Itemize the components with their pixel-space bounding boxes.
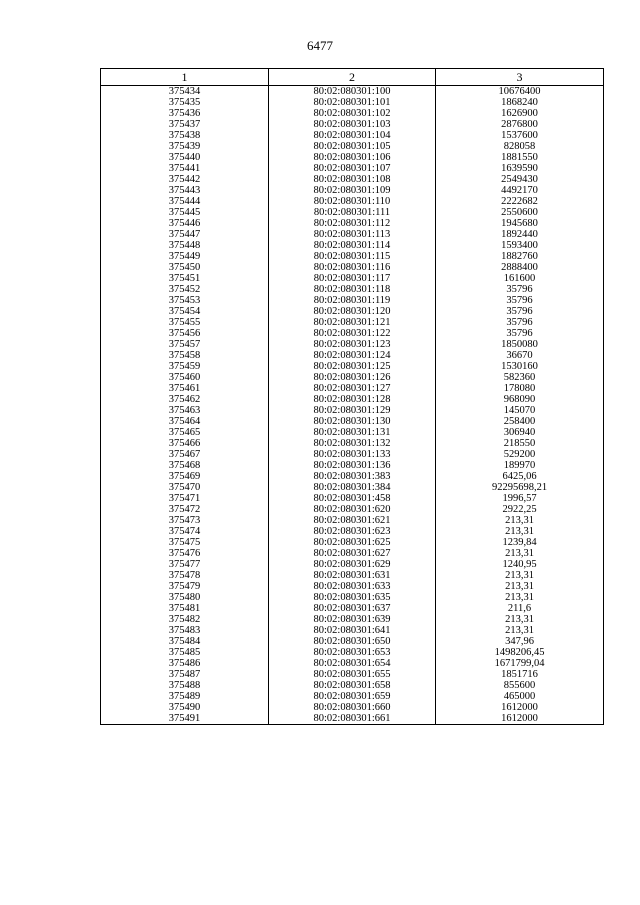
record-number-cell: 375482: [101, 614, 269, 625]
table-header: [101, 69, 604, 86]
cadastral-number-cell: 80:02:080301:629: [269, 559, 436, 570]
record-number-cell: 375467: [101, 449, 269, 460]
cadastral-number-cell: 80:02:080301:129: [269, 405, 436, 416]
value-cell: 529200: [436, 449, 604, 460]
record-number-cell: 375445: [101, 207, 269, 218]
table-row: [101, 141, 604, 152]
cadastral-number-cell: 80:02:080301:127: [269, 383, 436, 394]
value-cell: 10676400: [436, 86, 604, 98]
value-cell: 36670: [436, 350, 604, 361]
value-cell: 161600: [436, 273, 604, 284]
record-number-cell: 375489: [101, 691, 269, 702]
cadastral-number-cell: 80:02:080301:658: [269, 680, 436, 691]
record-number-cell: 375480: [101, 592, 269, 603]
value-cell: 1892440: [436, 229, 604, 240]
cadastral-number-cell: 80:02:080301:641: [269, 625, 436, 636]
cadastral-number-cell: 80:02:080301:625: [269, 537, 436, 548]
record-number-cell: 375473: [101, 515, 269, 526]
table-row: [101, 306, 604, 317]
cadastral-number-cell: 80:02:080301:633: [269, 581, 436, 592]
table-row: [101, 372, 604, 383]
cadastral-number-cell: 80:02:080301:631: [269, 570, 436, 581]
record-number-cell: 375484: [101, 636, 269, 647]
cadastral-number-cell: 80:02:080301:621: [269, 515, 436, 526]
value-cell: 189970: [436, 460, 604, 471]
table-row: [101, 647, 604, 658]
table-row: [101, 570, 604, 581]
value-cell: 582360: [436, 372, 604, 383]
header-row: [101, 69, 604, 86]
table-row: [101, 669, 604, 680]
record-number-cell: 375434: [101, 86, 269, 98]
cadastral-number-cell: 80:02:080301:124: [269, 350, 436, 361]
record-number-cell: 375474: [101, 526, 269, 537]
cadastral-number-cell: 80:02:080301:126: [269, 372, 436, 383]
cadastral-number-cell: 80:02:080301:107: [269, 163, 436, 174]
value-cell: 2888400: [436, 262, 604, 273]
table-row: [101, 460, 604, 471]
cadastral-number-cell: 80:02:080301:635: [269, 592, 436, 603]
record-number-cell: 375486: [101, 658, 269, 669]
table-row: [101, 207, 604, 218]
value-cell: 1882760: [436, 251, 604, 262]
table-row: [101, 273, 604, 284]
record-number-cell: 375456: [101, 328, 269, 339]
column-header-3: 3: [436, 69, 604, 86]
record-number-cell: 375438: [101, 130, 269, 141]
cadastral-number-cell: 80:02:080301:100: [269, 86, 436, 98]
cadastral-number-cell: 80:02:080301:659: [269, 691, 436, 702]
table-row: [101, 218, 604, 229]
table-row: [101, 691, 604, 702]
value-cell: 2876800: [436, 119, 604, 130]
record-number-cell: 375490: [101, 702, 269, 713]
record-number-cell: 375479: [101, 581, 269, 592]
cadastral-number-cell: 80:02:080301:639: [269, 614, 436, 625]
value-cell: 145070: [436, 405, 604, 416]
value-cell: 35796: [436, 284, 604, 295]
value-cell: 2922,25: [436, 504, 604, 515]
cadastral-number-cell: 80:02:080301:384: [269, 482, 436, 493]
cadastral-number-cell: 80:02:080301:122: [269, 328, 436, 339]
record-number-cell: 375471: [101, 493, 269, 504]
record-number-cell: 375468: [101, 460, 269, 471]
value-cell: 2550600: [436, 207, 604, 218]
record-number-cell: 375466: [101, 438, 269, 449]
record-number-cell: 375491: [101, 713, 269, 725]
value-cell: 1639590: [436, 163, 604, 174]
table-row: [101, 504, 604, 515]
cadastral-number-cell: 80:02:080301:627: [269, 548, 436, 559]
table-row: [101, 702, 604, 713]
record-number-cell: 375443: [101, 185, 269, 196]
cadastral-number-cell: 80:02:080301:104: [269, 130, 436, 141]
value-cell: 35796: [436, 306, 604, 317]
value-cell: 35796: [436, 295, 604, 306]
record-number-cell: 375462: [101, 394, 269, 405]
value-cell: 2222682: [436, 196, 604, 207]
value-cell: 178080: [436, 383, 604, 394]
value-cell: 213,31: [436, 581, 604, 592]
cadastral-number-cell: 80:02:080301:132: [269, 438, 436, 449]
record-number-cell: 375444: [101, 196, 269, 207]
table-row: [101, 284, 604, 295]
table-row: [101, 559, 604, 570]
cadastral-number-cell: 80:02:080301:106: [269, 152, 436, 163]
record-number-cell: 375478: [101, 570, 269, 581]
value-cell: 1612000: [436, 702, 604, 713]
record-number-cell: 375437: [101, 119, 269, 130]
table-row: [101, 262, 604, 273]
cadastral-number-cell: 80:02:080301:109: [269, 185, 436, 196]
value-cell: 1626900: [436, 108, 604, 119]
cadastral-number-cell: 80:02:080301:130: [269, 416, 436, 427]
table-row: [101, 526, 604, 537]
cadastral-number-cell: 80:02:080301:654: [269, 658, 436, 669]
table-row: [101, 581, 604, 592]
table-row: [101, 328, 604, 339]
table-row: [101, 680, 604, 691]
record-number-cell: 375446: [101, 218, 269, 229]
cadastral-number-cell: 80:02:080301:120: [269, 306, 436, 317]
value-cell: 1537600: [436, 130, 604, 141]
value-cell: 4492170: [436, 185, 604, 196]
table-row: [101, 350, 604, 361]
value-cell: 828058: [436, 141, 604, 152]
value-cell: 92295698,21: [436, 482, 604, 493]
cadastral-number-cell: 80:02:080301:105: [269, 141, 436, 152]
table-row: [101, 196, 604, 207]
cadastral-number-cell: 80:02:080301:133: [269, 449, 436, 460]
record-number-cell: 375476: [101, 548, 269, 559]
record-number-cell: 375454: [101, 306, 269, 317]
table-row: [101, 86, 604, 98]
value-cell: 347,96: [436, 636, 604, 647]
record-number-cell: 375475: [101, 537, 269, 548]
table-row: [101, 471, 604, 482]
record-number-cell: 375485: [101, 647, 269, 658]
cadastral-number-cell: 80:02:080301:103: [269, 119, 436, 130]
cadastral-number-cell: 80:02:080301:125: [269, 361, 436, 372]
cadastral-number-cell: 80:02:080301:131: [269, 427, 436, 438]
record-number-cell: 375464: [101, 416, 269, 427]
record-number-cell: 375460: [101, 372, 269, 383]
cadastral-number-cell: 80:02:080301:383: [269, 471, 436, 482]
table-row: [101, 240, 604, 251]
table-row: [101, 174, 604, 185]
cadastral-number-cell: 80:02:080301:117: [269, 273, 436, 284]
record-number-cell: 375440: [101, 152, 269, 163]
value-cell: 1498206,45: [436, 647, 604, 658]
value-cell: 213,31: [436, 614, 604, 625]
table-row: [101, 713, 604, 725]
value-cell: 258400: [436, 416, 604, 427]
cadastral-number-cell: 80:02:080301:660: [269, 702, 436, 713]
table-row: [101, 449, 604, 460]
record-number-cell: 375457: [101, 339, 269, 350]
cadastral-number-cell: 80:02:080301:110: [269, 196, 436, 207]
record-number-cell: 375451: [101, 273, 269, 284]
table-row: [101, 614, 604, 625]
record-number-cell: 375477: [101, 559, 269, 570]
table-row: [101, 537, 604, 548]
table-row: [101, 361, 604, 372]
cadastral-number-cell: 80:02:080301:661: [269, 713, 436, 725]
value-cell: 35796: [436, 317, 604, 328]
value-cell: 855600: [436, 680, 604, 691]
value-cell: 1239,84: [436, 537, 604, 548]
cadastral-number-cell: 80:02:080301:119: [269, 295, 436, 306]
cadastral-number-cell: 80:02:080301:113: [269, 229, 436, 240]
value-cell: 213,31: [436, 592, 604, 603]
table-row: [101, 636, 604, 647]
table-row: [101, 97, 604, 108]
record-number-cell: 375469: [101, 471, 269, 482]
table-row: [101, 515, 604, 526]
cadastral-number-cell: 80:02:080301:655: [269, 669, 436, 680]
table-row: [101, 427, 604, 438]
value-cell: 1868240: [436, 97, 604, 108]
cadastral-number-cell: 80:02:080301:102: [269, 108, 436, 119]
value-cell: 213,31: [436, 570, 604, 581]
value-cell: 213,31: [436, 548, 604, 559]
cadastral-number-cell: 80:02:080301:111: [269, 207, 436, 218]
value-cell: 1850080: [436, 339, 604, 350]
value-cell: 1996,57: [436, 493, 604, 504]
value-cell: 306940: [436, 427, 604, 438]
table-row: [101, 185, 604, 196]
value-cell: 968090: [436, 394, 604, 405]
cadastral-number-cell: 80:02:080301:128: [269, 394, 436, 405]
table-row: [101, 152, 604, 163]
cadastral-number-cell: 80:02:080301:136: [269, 460, 436, 471]
table-row: [101, 317, 604, 328]
data-table: [100, 68, 604, 725]
record-number-cell: 375458: [101, 350, 269, 361]
cadastral-number-cell: 80:02:080301:458: [269, 493, 436, 504]
record-number-cell: 375487: [101, 669, 269, 680]
table-row: [101, 295, 604, 306]
record-number-cell: 375447: [101, 229, 269, 240]
table-row: [101, 251, 604, 262]
cadastral-number-cell: 80:02:080301:121: [269, 317, 436, 328]
table-row: [101, 229, 604, 240]
table-row: [101, 119, 604, 130]
record-number-cell: 375453: [101, 295, 269, 306]
record-number-cell: 375442: [101, 174, 269, 185]
value-cell: 1530160: [436, 361, 604, 372]
record-number-cell: 375461: [101, 383, 269, 394]
record-number-cell: 375472: [101, 504, 269, 515]
value-cell: 1593400: [436, 240, 604, 251]
table-row: [101, 482, 604, 493]
cadastral-number-cell: 80:02:080301:114: [269, 240, 436, 251]
table-row: [101, 108, 604, 119]
cadastral-number-cell: 80:02:080301:123: [269, 339, 436, 350]
value-cell: 213,31: [436, 625, 604, 636]
cadastral-number-cell: 80:02:080301:650: [269, 636, 436, 647]
record-number-cell: 375435: [101, 97, 269, 108]
value-cell: 213,31: [436, 515, 604, 526]
value-cell: 465000: [436, 691, 604, 702]
record-number-cell: 375448: [101, 240, 269, 251]
cadastral-number-cell: 80:02:080301:620: [269, 504, 436, 515]
table-row: [101, 658, 604, 669]
value-cell: 6425,06: [436, 471, 604, 482]
record-number-cell: 375452: [101, 284, 269, 295]
cadastral-number-cell: 80:02:080301:108: [269, 174, 436, 185]
cadastral-number-cell: 80:02:080301:116: [269, 262, 436, 273]
value-cell: 1240,95: [436, 559, 604, 570]
record-number-cell: 375465: [101, 427, 269, 438]
cadastral-number-cell: 80:02:080301:623: [269, 526, 436, 537]
table-row: [101, 383, 604, 394]
record-number-cell: 375450: [101, 262, 269, 273]
value-cell: 1671799,04: [436, 658, 604, 669]
table-row: [101, 438, 604, 449]
value-cell: 211,6: [436, 603, 604, 614]
value-cell: 2549430: [436, 174, 604, 185]
cadastral-number-cell: 80:02:080301:637: [269, 603, 436, 614]
value-cell: 218550: [436, 438, 604, 449]
cadastral-number-cell: 80:02:080301:118: [269, 284, 436, 295]
value-cell: 35796: [436, 328, 604, 339]
cadastral-number-cell: 80:02:080301:115: [269, 251, 436, 262]
table-row: [101, 130, 604, 141]
table-row: [101, 603, 604, 614]
record-number-cell: 375463: [101, 405, 269, 416]
value-cell: 1612000: [436, 713, 604, 725]
value-cell: 1881550: [436, 152, 604, 163]
table-row: [101, 493, 604, 504]
value-cell: 1945680: [436, 218, 604, 229]
record-number-cell: 375449: [101, 251, 269, 262]
column-header-1: 1: [101, 69, 269, 86]
table-row: [101, 548, 604, 559]
record-number-cell: 375455: [101, 317, 269, 328]
page-number: 6477: [307, 38, 333, 53]
record-number-cell: 375459: [101, 361, 269, 372]
cadastral-number-cell: 80:02:080301:101: [269, 97, 436, 108]
table-row: [101, 163, 604, 174]
table-row: [101, 592, 604, 603]
cadastral-number-cell: 80:02:080301:112: [269, 218, 436, 229]
value-cell: 213,31: [436, 526, 604, 537]
table-body: [101, 86, 604, 725]
record-number-cell: 375441: [101, 163, 269, 174]
table-row: [101, 416, 604, 427]
cadastral-number-cell: 80:02:080301:653: [269, 647, 436, 658]
value-cell: 1851716: [436, 669, 604, 680]
table-row: [101, 339, 604, 350]
table-row: [101, 625, 604, 636]
column-header-2: 2: [269, 69, 436, 86]
record-number-cell: 375436: [101, 108, 269, 119]
table-row: [101, 405, 604, 416]
record-number-cell: 375439: [101, 141, 269, 152]
record-number-cell: 375470: [101, 482, 269, 493]
record-number-cell: 375481: [101, 603, 269, 614]
record-number-cell: 375488: [101, 680, 269, 691]
table-row: [101, 394, 604, 405]
record-number-cell: 375483: [101, 625, 269, 636]
